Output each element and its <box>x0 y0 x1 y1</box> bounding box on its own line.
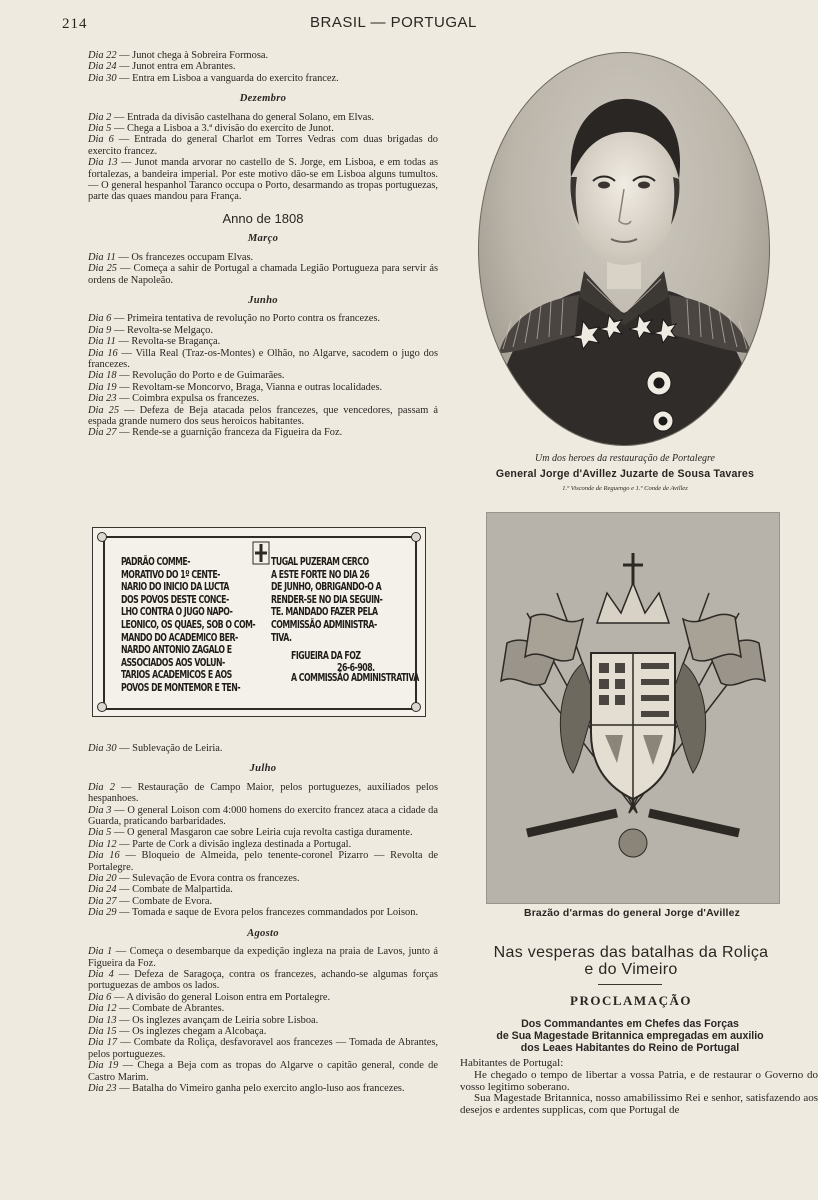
chronology-entry <box>88 313 438 324</box>
coat-of-arms-caption: Brazão d'armas do general Jorge d'Avillez <box>523 908 741 919</box>
entry-day: Dia 24 <box>88 884 117 896</box>
entry-day: Dia 24 <box>88 61 117 73</box>
screw-icon <box>97 532 107 542</box>
chronology-entry <box>88 370 438 381</box>
entry-text: — Coimbra expulsa os francezes. <box>116 393 260 405</box>
chronology-entry <box>88 782 438 805</box>
chronology-entry <box>88 1060 438 1083</box>
entry-day: Dia 25 <box>88 263 118 275</box>
chronology-entry <box>88 884 438 895</box>
proclamation-subheading <box>460 1018 800 1054</box>
screw-icon <box>97 702 107 712</box>
entry-text: — Defeza de Saragoça, contra os francezes, achando-se algumas forças portuguezas de ambos os lados. <box>88 968 438 992</box>
entry-day: Dia 30 <box>88 72 117 84</box>
entry-day: Dia 20 <box>88 873 117 885</box>
plaque-text-left: PADRÃO COMME- MORATIVO DO 1º CENTE- NARIO DO INICIO DA LUCTA DOS POVOS DESTE CONCE- LHO CONTRA O JUGO NAPO- LEONICO, OS QUAES, SOB O COM- MANDO DO ACADEMICO BER- NARDO ANTONIO ZAGALO E ASSOCIADOS AOS VOLUN- TARIOS ACADEMICOS E AOS POVOS DE MONTEMOR E TEN- <box>121 556 256 694</box>
chronology-entry <box>88 896 438 907</box>
chronology-entry <box>88 382 438 393</box>
divider-rule <box>598 984 662 985</box>
chronology-entry <box>88 946 438 969</box>
chronology-entry <box>88 827 438 838</box>
entry-text: — Batalha do Vimeiro ganha pelo exercito anglo-luso aos francezes. <box>116 1082 405 1094</box>
entry-day: Dia 2 <box>88 781 115 793</box>
entry-text: — Entrada da divisão castelhana do general Solano, em Elvas. <box>111 111 374 123</box>
entry-text: — Os francezes occupam Elvas. <box>115 251 254 263</box>
running-title: BRASIL — PORTUGAL <box>310 14 477 31</box>
entries-marco <box>88 252 438 286</box>
entry-day: Dia 6 <box>88 991 112 1003</box>
entry-text: — Chega a Beja com as tropas do Algarve o capitão general, conde de Castro Marim. <box>88 1060 438 1083</box>
chronology-entry <box>88 123 438 134</box>
subheading-line1: Dos Commandantes em Chefes das Forças <box>521 1018 739 1030</box>
chronology-entry <box>88 743 438 754</box>
chronology-entry <box>88 393 438 404</box>
entry-text: — Junot entra em Abrantes. <box>116 61 236 73</box>
entry-text: — Combate de Abrantes. <box>116 1003 225 1015</box>
chronology-entry <box>88 112 438 123</box>
proclamation-title: PROCLAMAÇÃO <box>570 993 692 1008</box>
chronology-entry <box>88 992 438 1003</box>
entries-agosto <box>88 946 438 1094</box>
chronology-entry <box>88 61 438 72</box>
entry-day: Dia 16 <box>88 347 118 359</box>
chronology-entry <box>88 405 438 428</box>
entry-day: Dia 5 <box>88 123 112 135</box>
entry-day: Dia 17 <box>88 1037 118 1049</box>
chronology-column-top <box>88 50 438 439</box>
chronology-entry <box>88 73 438 84</box>
entry-text: — O general Masgaron cae sobre Leiria cuja revolta castiga duramente. <box>111 827 413 839</box>
entry-text: — Começa o desembarque da expedição ingleza na praia de Lavos, junto á Figueira da Foz. <box>88 946 438 969</box>
commemorative-plaque <box>92 527 426 717</box>
entry-day: Dia 16 <box>88 850 120 862</box>
entry-text: — Revolta-se Bragança. <box>115 336 221 348</box>
proclamation-paragraph: He chegado o tempo de libertar a vossa Patria, e de restaurar o Governo do vosso legitimo soberano. <box>460 1068 818 1093</box>
chronology-entry <box>88 1083 438 1094</box>
chronology-entry <box>88 263 438 286</box>
entry-text: — Os inglezes avançam de Leiria sobre Lisboa. <box>116 1014 319 1026</box>
section-heading-agosto: Agosto <box>247 927 279 939</box>
entry-day: Dia 11 <box>88 336 116 348</box>
entry-day: Dia 11 <box>88 251 116 263</box>
entry-day: Dia 23 <box>88 393 117 405</box>
entry-day: Dia 9 <box>88 324 112 336</box>
entry-text: — Combate da Roliça, desfavoravel aos francezes — Tomada de Abrantes, pelos portuguezes. <box>88 1037 438 1060</box>
headline-line2: e do Vimeiro <box>584 961 678 978</box>
chronology-entry <box>88 348 438 371</box>
chronology-entry <box>88 1026 438 1037</box>
entry-day: Dia 19 <box>88 1060 119 1072</box>
entry-day: Dia 29 <box>88 907 117 919</box>
entry-text: — Defeza de Beja atacada pelos francezes, que vencedores, passam á espada grande numero dos seus heroicos habitantes. <box>88 404 438 427</box>
entry-text: — Restauração de Campo Maior, pelos portuguezes, auxiliados pelos hespanhoes. <box>88 781 438 805</box>
chronology-entry <box>88 907 438 918</box>
general-portrait-image <box>479 53 769 445</box>
entry-day: Dia 30 <box>88 743 117 754</box>
chronology-entry <box>88 805 438 828</box>
year-heading: Anno de 1808 <box>222 210 304 226</box>
subheading-line2: de Sua Magestade Britannica empregadas em auxilio <box>496 1030 764 1042</box>
entry-day: Dia 18 <box>88 370 117 382</box>
entry-day: Dia 12 <box>88 838 117 850</box>
entry-text: — Villa Real (Traz-os-Montes) e Olhão, no Algarve, sacodem o jugo dos francezes. <box>88 347 439 370</box>
entry-text: — Sulevação de Evora contra os francezes. <box>116 873 300 885</box>
chronology-entry <box>88 157 438 203</box>
entry-day: Dia 15 <box>88 1025 117 1037</box>
chronology-entry <box>88 1003 438 1014</box>
plaque-signature: A COMMISSÃO ADMINISTRATIVA <box>291 672 419 684</box>
entry-text: — Bloqueio de Almeida, pelo tenente-coronel Pizarro — Revolta de Portalegre. <box>88 850 438 873</box>
chronology-entry <box>88 134 438 157</box>
screw-icon <box>411 702 421 712</box>
section-heading-julho: Julho <box>249 763 277 775</box>
section-heading-marco: Março <box>247 233 279 245</box>
entry-day: Dia 4 <box>88 968 114 980</box>
entry-day: Dia 3 <box>88 804 112 816</box>
entries-dezembro <box>88 112 438 203</box>
entry-day: Dia 6 <box>88 313 112 325</box>
entry-after-plaque <box>88 743 438 754</box>
entry-text: — Rende-se a guarnição franceza da Figueira da Foz. <box>116 427 343 439</box>
entry-day: Dia 12 <box>88 1003 117 1015</box>
entry-text: — Primeira tentativa de revolução no Porto contra os francezes. <box>111 313 381 325</box>
entry-text: — Revolução do Porto e de Guimarães. <box>116 370 285 382</box>
entry-text: — Sublevação de Leiria. <box>116 743 223 754</box>
chronology-entry <box>88 969 438 992</box>
entries-top <box>88 50 438 84</box>
chronology-entry <box>88 873 438 884</box>
chronology-column-bottom <box>88 743 438 1094</box>
entry-day: Dia 2 <box>88 111 112 123</box>
proclamation-body <box>460 1058 818 1117</box>
entry-day: Dia 25 <box>88 404 120 416</box>
entry-text: — Entrada do general Charlot em Torres Vedras com duas brigadas do exercito francez. <box>88 134 438 157</box>
entry-day: Dia 1 <box>88 946 113 958</box>
portrait-caption-line2: General Jorge d'Avillez Juzarte de Sousa Tavares <box>495 468 755 480</box>
entry-text: — Combate de Evora. <box>116 895 213 907</box>
entry-day: Dia 27 <box>88 895 117 907</box>
entry-text: — Os inglezes chegam a Alcobaça. <box>116 1025 267 1037</box>
entry-text: — Chega a Lisboa a 3.ª divisão do exercito de Junot. <box>111 123 334 135</box>
chronology-entry <box>88 336 438 347</box>
entry-text: — A divisão do general Loison entra em Portalegre. <box>111 991 331 1003</box>
section-heading-dezembro: Dezembro <box>239 93 287 105</box>
article-headline <box>466 944 796 978</box>
headline-line1: Nas vesperas das batalhas da Roliça <box>493 944 769 961</box>
entry-text: — O general Loison com 4:000 homens do exercito francez ataca a cidade da Guarda, praticando barbaridades. <box>88 804 438 828</box>
coat-of-arms-image <box>487 513 779 903</box>
portrait-engraving <box>478 52 770 446</box>
entry-text: — Entra em Lisboa a vanguarda do exercito francez. <box>116 72 339 84</box>
entry-text: — Junot manda arvorar no castello de S. Jorge, em Lisboa, e em todas as fortalezas, a bandeira imperial. Por este motivo dão-se em Lisboa alguns tumultos. — O general hespanhol Taranco occupa o Porto, desarmando as tropas portuguezas, parte das quaes mandou para França. <box>88 157 438 203</box>
chronology-entry <box>88 1037 438 1060</box>
entry-day: Dia 27 <box>88 427 117 439</box>
entry-text: — Revoltam-se Moncorvo, Braga, Vianna e outras localidades. <box>116 381 383 393</box>
chronology-entry <box>88 252 438 263</box>
subheading-line3: dos Leaes Habitantes do Reino de Portugal <box>520 1042 740 1054</box>
plaque-border <box>103 536 417 710</box>
entries-junho <box>88 313 438 438</box>
proclamation-salutation: Habitantes de Portugal: <box>460 1057 564 1069</box>
screw-icon <box>411 532 421 542</box>
portrait-caption-line3: 1.º Visconde de Reguengo e 1.º Conde de Avillez <box>562 485 688 492</box>
entry-text: — Junot chega à Sobreira Formosa. <box>116 50 269 61</box>
chronology-entry <box>88 850 438 873</box>
chronology-entry <box>88 427 438 438</box>
page-number: 214 <box>62 16 88 32</box>
proclamation-paragraph: Sua Magestade Britannica, nosso amabilissimo Rei e senhor, satisfazendo aos desejos e ardentes supplicas, com que Portugal de <box>460 1092 818 1117</box>
entry-day: Dia 5 <box>88 827 112 839</box>
entry-day: Dia 19 <box>88 381 117 393</box>
chronology-entry <box>88 1015 438 1026</box>
entry-text: — Começa a sahir de Portugal a chamada Legião Portugueza para servir ás ordens de Napoleão. <box>88 263 438 286</box>
chronology-entry <box>88 839 438 850</box>
plaque-cross-emblem <box>251 540 271 566</box>
chronology-entry <box>88 50 438 61</box>
entry-day: Dia 13 <box>88 1014 117 1026</box>
entry-day: Dia 6 <box>88 134 114 146</box>
entry-text: — Revolta-se Melgaço. <box>111 324 213 336</box>
coat-of-arms-illustration <box>486 512 780 904</box>
entry-text: — Parte de Cork a divisão ingleza destinada a Portugal. <box>116 838 352 850</box>
portrait-caption-line1: Um dos heroes da restauração de Portalegre <box>535 453 715 464</box>
plaque-date: 26-6-908. <box>337 662 375 674</box>
entries-julho <box>88 782 438 919</box>
entry-day: Dia 22 <box>88 50 117 61</box>
entry-text: — Tomada e saque de Evora pelos francezes commandados por Loison. <box>116 907 419 919</box>
chronology-entry <box>88 325 438 336</box>
entry-text: — Combate de Malpartida. <box>116 884 233 896</box>
plaque-place: FIGUEIRA DA FOZ <box>291 650 361 662</box>
entry-day: Dia 23 <box>88 1082 117 1094</box>
entry-day: Dia 13 <box>88 157 118 169</box>
plaque-text-right: TUGAL PUZERAM CERCO A ESTE FORTE NO DIA 26 DE JUNHO, OBRIGANDO-O A RENDER-SE NO DIA SEGUIN- TE. MANDADO FAZER PELA COMMISSÃO ADMINISTRA- TIVA. <box>271 556 383 644</box>
section-heading-junho: Junho <box>248 294 278 306</box>
